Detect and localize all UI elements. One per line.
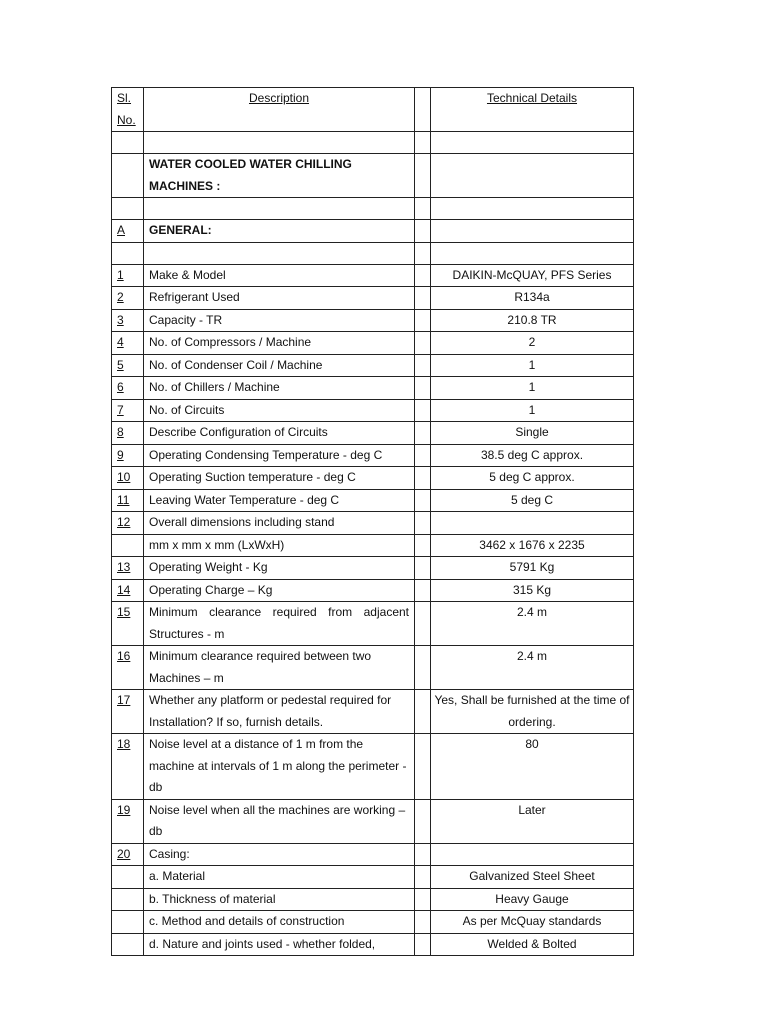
table-row [112,933,634,956]
row-description: Make & Model [144,264,415,287]
row-description: Whether any platform or pedestal required for Installation? If so, furnish details. [144,690,415,734]
row-serial-number [112,242,144,264]
row-technical-detail: Single [431,422,634,445]
row-technical-detail [431,242,634,264]
row-technical-detail: 2.4 m [431,602,634,646]
table-row [112,843,634,866]
table-row [112,242,634,264]
spacer-cell [415,264,431,287]
row-serial-number [112,154,144,198]
table-row [112,534,634,557]
row-serial-number: 4 [112,332,144,355]
row-serial-number: 19 [112,799,144,843]
spacer-cell [415,444,431,467]
spacer-cell [415,220,431,243]
row-technical-detail: 1 [431,354,634,377]
table-row [112,132,634,154]
row-technical-detail [431,198,634,220]
row-technical-detail: 2.4 m [431,646,634,690]
row-technical-detail: 5791 Kg [431,557,634,580]
row-description: mm x mm x mm (LxWxH) [144,534,415,557]
row-serial-number: 16 [112,646,144,690]
spacer-cell [415,354,431,377]
spacer-cell [415,489,431,512]
table-row [112,690,634,734]
table-row [112,888,634,911]
spacer-cell [415,933,431,956]
row-description: Refrigerant Used [144,287,415,310]
row-technical-detail [431,220,634,243]
technical-details-table [111,87,634,956]
table-row [112,646,634,690]
table-row [112,264,634,287]
row-serial-number: 5 [112,354,144,377]
row-technical-detail [431,132,634,154]
row-technical-detail [431,512,634,535]
row-serial-number [112,198,144,220]
table-row [112,198,634,220]
spacer-cell [415,88,431,132]
row-description: WATER COOLED WATER CHILLING MACHINES : [144,154,415,198]
table-header-row [112,88,634,132]
row-description: Overall dimensions including stand [144,512,415,535]
table-row [112,557,634,580]
spacer-cell [415,646,431,690]
row-serial-number: 17 [112,690,144,734]
row-serial-number: 6 [112,377,144,400]
row-technical-detail: Yes, Shall be furnished at the time of ordering. [431,690,634,734]
column-header-description: Description [144,88,415,132]
spacer-cell [415,888,431,911]
row-description: GENERAL: [144,220,415,243]
table-row [112,512,634,535]
spacer-cell [415,198,431,220]
spacer-cell [415,602,431,646]
row-description: No. of Compressors / Machine [144,332,415,355]
row-serial-number: 9 [112,444,144,467]
row-serial-number: 15 [112,602,144,646]
table-row [112,602,634,646]
spacer-cell [415,866,431,889]
row-description: a. Material [144,866,415,889]
table-row [112,220,634,243]
row-technical-detail: DAIKIN-McQUAY, PFS Series [431,264,634,287]
row-description: Operating Charge – Kg [144,579,415,602]
spacer-cell [415,242,431,264]
spacer-cell [415,579,431,602]
table-row [112,354,634,377]
table-row [112,799,634,843]
row-description: No. of Condenser Coil / Machine [144,354,415,377]
table-row [112,332,634,355]
row-serial-number [112,888,144,911]
row-description: Capacity - TR [144,309,415,332]
row-serial-number: 20 [112,843,144,866]
table-row [112,377,634,400]
row-description: Minimum clearance required between two Machines – m [144,646,415,690]
row-serial-number: 13 [112,557,144,580]
row-description: Noise level at a distance of 1 m from the machine at intervals of 1 m along the perimeter - db [144,734,415,800]
spacer-cell [415,843,431,866]
row-technical-detail: Heavy Gauge [431,888,634,911]
table-row [112,399,634,422]
table-row [112,444,634,467]
spacer-cell [415,332,431,355]
row-serial-number: 18 [112,734,144,800]
row-technical-detail: 1 [431,399,634,422]
row-description: Operating Weight - Kg [144,557,415,580]
row-serial-number [112,866,144,889]
row-technical-detail: 38.5 deg C approx. [431,444,634,467]
spacer-cell [415,132,431,154]
table-row [112,287,634,310]
row-serial-number: 14 [112,579,144,602]
spacer-cell [415,534,431,557]
row-serial-number [112,911,144,934]
table-row [112,734,634,800]
row-serial-number [112,933,144,956]
row-description [144,132,415,154]
spacer-cell [415,799,431,843]
spacer-cell [415,287,431,310]
spacer-cell [415,309,431,332]
row-technical-detail [431,154,634,198]
table-row [112,911,634,934]
row-technical-detail: 3462 x 1676 x 2235 [431,534,634,557]
table-row [112,489,634,512]
table-row [112,866,634,889]
row-technical-detail: Welded & Bolted [431,933,634,956]
column-header-serial-number: Sl. No. [112,88,144,132]
row-description: d. Nature and joints used - whether folded, [144,933,415,956]
row-serial-number: 2 [112,287,144,310]
table-row [112,422,634,445]
row-technical-detail: Later [431,799,634,843]
row-technical-detail [431,843,634,866]
row-technical-detail: 210.8 TR [431,309,634,332]
table-row [112,154,634,198]
row-technical-detail: 5 deg C approx. [431,467,634,490]
row-serial-number: A [112,220,144,243]
row-technical-detail: 1 [431,377,634,400]
spacer-cell [415,422,431,445]
row-serial-number: 12 [112,512,144,535]
row-serial-number [112,132,144,154]
row-serial-number [112,534,144,557]
row-description: Operating Suction temperature - deg C [144,467,415,490]
table-row [112,309,634,332]
spacer-cell [415,467,431,490]
row-technical-detail: 315 Kg [431,579,634,602]
spacer-cell [415,377,431,400]
row-technical-detail: R134a [431,287,634,310]
row-serial-number: 3 [112,309,144,332]
spacer-cell [415,690,431,734]
row-serial-number: 1 [112,264,144,287]
row-technical-detail: 5 deg C [431,489,634,512]
row-technical-detail: Galvanized Steel Sheet [431,866,634,889]
column-header-technical-details: Technical Details [431,88,634,132]
spacer-cell [415,734,431,800]
spacer-cell [415,911,431,934]
table-row [112,467,634,490]
spacer-cell [415,399,431,422]
spacer-cell [415,512,431,535]
row-serial-number: 7 [112,399,144,422]
row-description: Operating Condensing Temperature - deg C [144,444,415,467]
row-technical-detail: 80 [431,734,634,800]
row-description: Describe Configuration of Circuits [144,422,415,445]
row-description: No. of Chillers / Machine [144,377,415,400]
row-serial-number: 8 [112,422,144,445]
row-technical-detail: 2 [431,332,634,355]
row-description: No. of Circuits [144,399,415,422]
row-description: Noise level when all the machines are working – db [144,799,415,843]
row-description: Minimum clearance required from adjacent Structures - m [144,602,415,646]
row-description: b. Thickness of material [144,888,415,911]
row-serial-number: 10 [112,467,144,490]
spacer-cell [415,154,431,198]
row-technical-detail: As per McQuay standards [431,911,634,934]
row-description: c. Method and details of construction [144,911,415,934]
table-row [112,579,634,602]
spacer-cell [415,557,431,580]
row-description: Casing: [144,843,415,866]
row-description [144,198,415,220]
row-description: Leaving Water Temperature - deg C [144,489,415,512]
row-serial-number: 11 [112,489,144,512]
row-description [144,242,415,264]
